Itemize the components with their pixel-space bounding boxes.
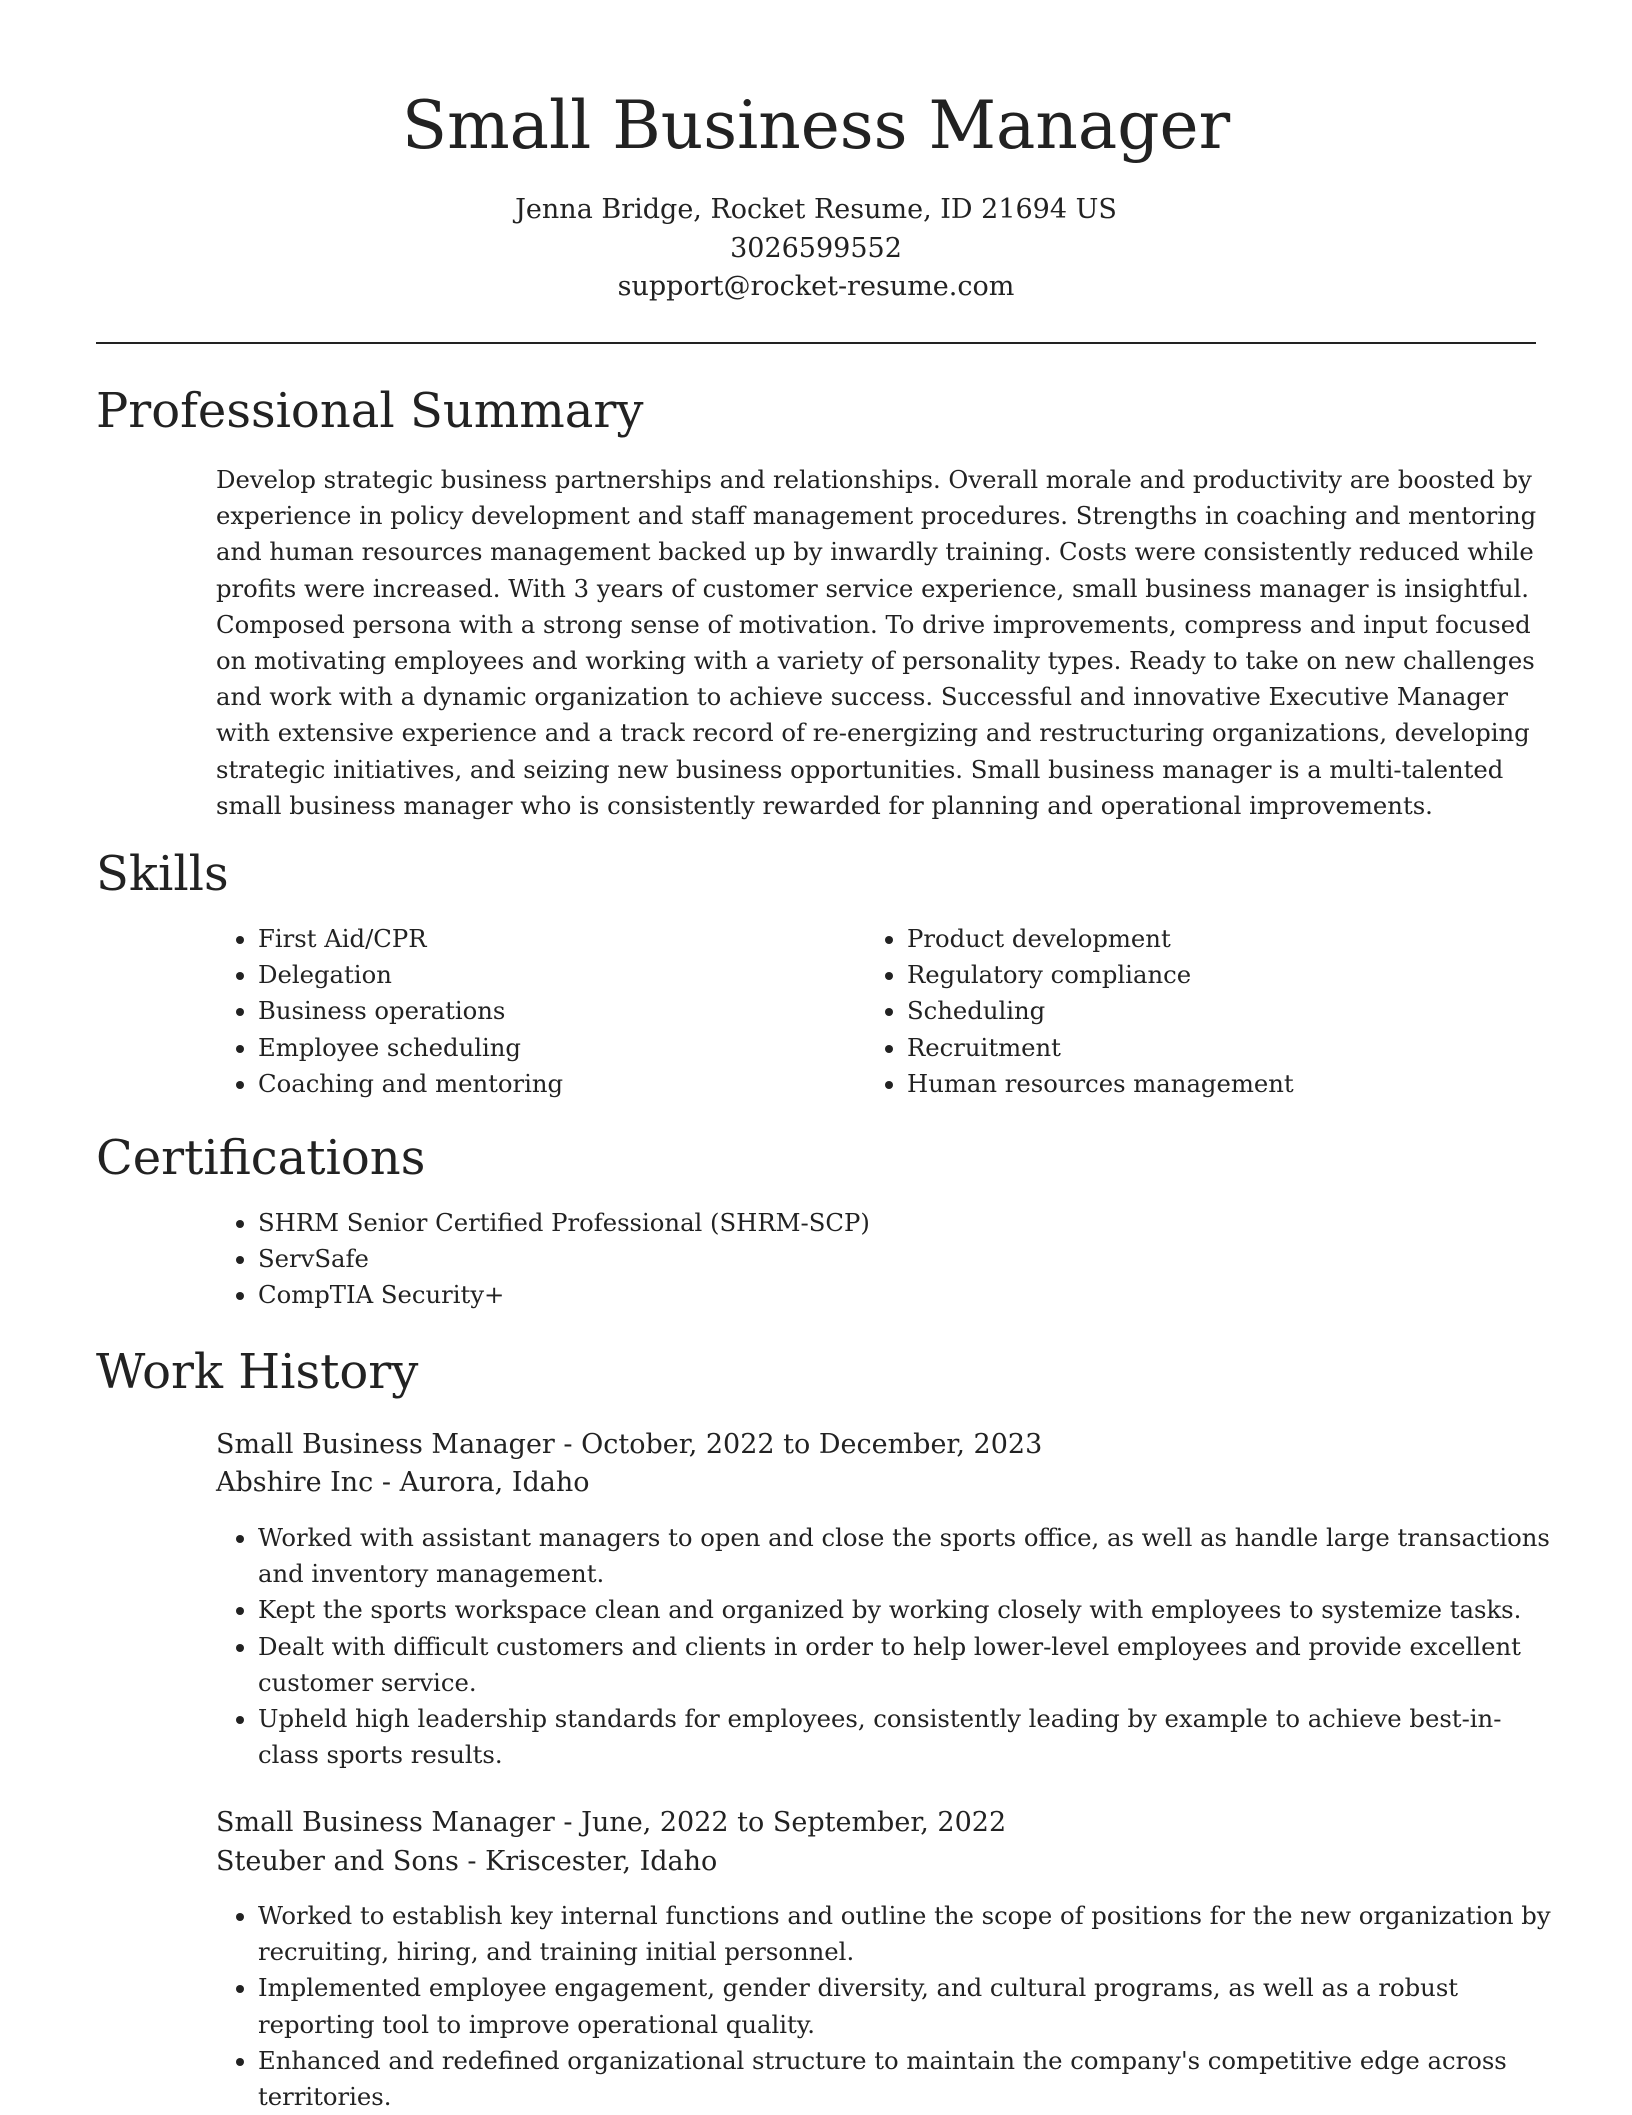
list-item: • Human resources management [907, 1066, 1567, 1102]
list-item: • CompTIA Security+ [258, 1277, 1558, 1313]
list-item: • Recruitment [907, 1030, 1567, 1066]
certifications-heading: Certifications [96, 1130, 426, 1186]
list-item: • Enhanced and redefined organizational structure to maintain the company's competitive edge across territories. [258, 2043, 1568, 2115]
certifications-list [214, 1205, 1558, 1314]
job-dates: - October, 2022 to December, 2023 [554, 1429, 1043, 1460]
skills-list-right [863, 921, 1567, 1102]
list-item: • Delegation [258, 957, 858, 993]
job-title-line [216, 1804, 1006, 1842]
job-duties-list [214, 1520, 1556, 1773]
summary-text: Develop strategic business partnerships and relationships. Overall morale and productivity are boosted by experience in policy development and staff management procedures. Strengths in coaching and mentoring and human resources management backed up by inwardly training. Costs were consistently reduced while profits were increased. With 3 years of customer service experience, small business manager is insightful. Composed persona with a strong sense of motivation. To drive improvements, compress and input focused on motivating employees and working with a variety of personality types. Ready to take on new challenges and work with a dynamic organization to achieve success. Successful and innovative Executive Manager with extensive experience and a track record of re-energizing and restructuring organizations, developing strategic initiatives, and seizing new business opportunities. Small business manager is a multi-talented small business manager who is consistently rewarded for planning and operational improvements. [216, 465, 1537, 820]
work-history-heading: Work History [96, 1344, 419, 1400]
list-item: • Dealt with difficult customers and clients in order to help lower-level employees and provide excellent customer service. [258, 1629, 1556, 1701]
list-item: • Upheld high leadership standards for employees, consistently leading by example to achieve best-in-class sports results. [258, 1701, 1556, 1773]
list-item: • Regulatory compliance [907, 957, 1567, 993]
job-company: Steuber and Sons [216, 1846, 459, 1877]
list-item: • Employee scheduling [258, 1030, 858, 1066]
job-location: - Kriscester, Idaho [458, 1846, 718, 1877]
job-location: - Aurora, Idaho [373, 1467, 590, 1498]
list-item: • Scheduling [907, 993, 1567, 1029]
job-duties-list [214, 1898, 1568, 2115]
list-item: • Product development [907, 921, 1567, 957]
contact-phone: 3026599552 [730, 232, 902, 264]
list-item: • Kept the sports workspace clean and organized by working closely with employees to systemize tasks. [258, 1592, 1556, 1628]
list-item: • Implemented employee engagement, gender diversity, and cultural programs, as well as a robust reporting tool to improve operational quality. [258, 1970, 1568, 2042]
resume-title: Small Business Manager [401, 87, 1231, 164]
summary-heading: Professional Summary [96, 383, 644, 439]
header-divider [96, 342, 1536, 344]
list-item: • Worked to establish key internal functions and outline the scope of positions for the new organization by recruiting, hiring, and training initial personnel. [258, 1898, 1568, 1970]
list-item: • Business operations [258, 993, 858, 1029]
job-company-line [216, 1464, 590, 1502]
job-dates: - June, 2022 to September, 2022 [554, 1807, 1007, 1838]
contact-address: Jenna Bridge, Rocket Resume, ID 21694 US [515, 194, 1117, 225]
list-item: • ServSafe [258, 1241, 1558, 1277]
job-company: Abshire Inc [216, 1467, 374, 1498]
skills-heading: Skills [96, 846, 229, 902]
skills-list-left [214, 921, 858, 1102]
job-company-line [216, 1843, 717, 1881]
job-title: Small Business Manager [216, 1807, 555, 1838]
list-item: • Coaching and mentoring [258, 1066, 858, 1102]
list-item: • First Aid/CPR [258, 921, 858, 957]
job-title: Small Business Manager [216, 1429, 555, 1460]
job-title-line [216, 1426, 1042, 1464]
contact-email: support@rocket-resume.com [617, 271, 1015, 302]
list-item: • SHRM Senior Certified Professional (SHRM-SCP) [258, 1205, 1558, 1241]
contact-block [0, 191, 1632, 307]
list-item: • Worked with assistant managers to open and close the sports office, as well as handle large transactions and inventory management. [258, 1520, 1556, 1592]
